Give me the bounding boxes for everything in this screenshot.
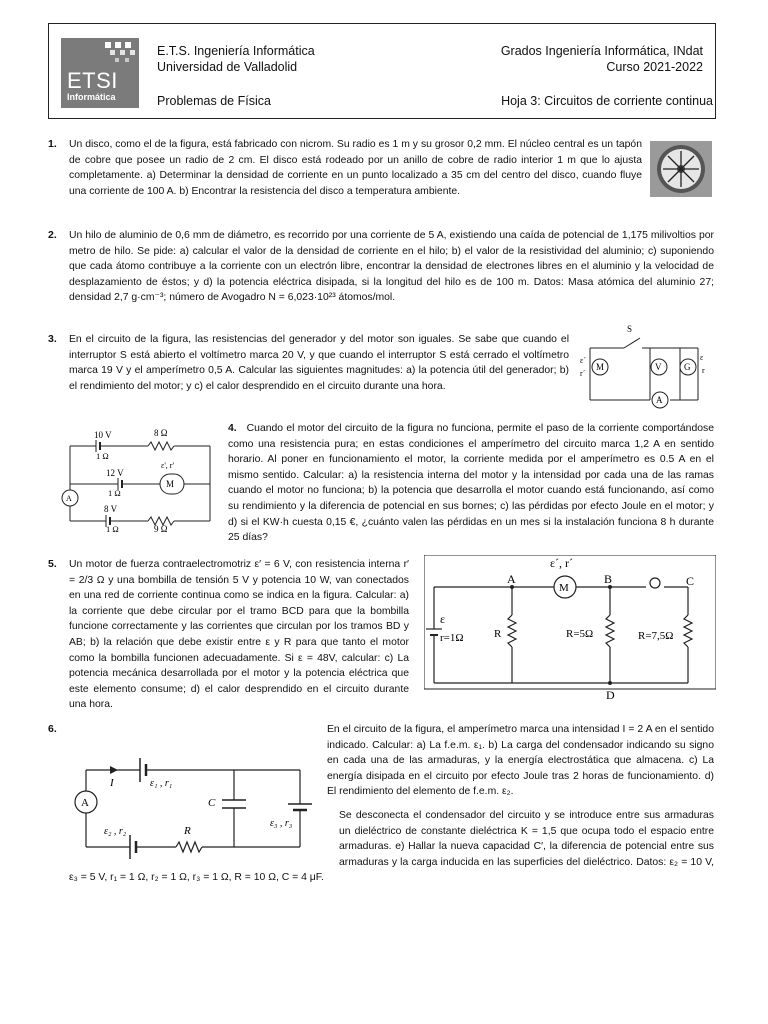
disk-figure bbox=[650, 141, 712, 197]
circuit-figure-5 bbox=[424, 555, 716, 703]
problem-number: 3. bbox=[48, 333, 57, 345]
motor-label: M bbox=[596, 362, 605, 372]
label-r: r bbox=[702, 366, 705, 375]
logo-subtext: Informática bbox=[67, 92, 116, 102]
e3-label: ε₃ , r₃ bbox=[270, 818, 293, 829]
ammeter-label: A bbox=[66, 494, 72, 503]
circuit-figure-4 bbox=[58, 424, 218, 534]
logo-text: ETSI bbox=[67, 68, 118, 93]
problem-number: 2. bbox=[48, 229, 57, 241]
problem-4-block bbox=[228, 421, 714, 546]
current-label: I bbox=[110, 777, 114, 789]
res3-label: 9 Ω bbox=[154, 524, 168, 534]
problem-text: Un disco, como el de la figura, está fabricado con nicrom. Su radio es 1 m y su grosor 0,2 mm. El núcleo central es un tapón de cobre que posee un radio de 2 cm. El disco está rodeado por un anillo de cobre de radio interior 1 m que lo ajusta completamente. a) Determinar la densidad de corriente en un punto localizado a 35 cm del centro del disco, cuando fluye una corriente de 100 A. b) Encontrar la resistencia del disco a temperatura ambiente. bbox=[69, 139, 642, 197]
node-a-label: A bbox=[507, 572, 516, 586]
problem-number: 4. bbox=[228, 423, 237, 434]
internal-r-label: r=1Ω bbox=[440, 632, 464, 644]
voltmeter-label: V bbox=[655, 362, 662, 372]
node-d-label: D bbox=[606, 688, 615, 702]
r5-label: R=5Ω bbox=[566, 628, 594, 640]
motor-label: M bbox=[559, 582, 569, 594]
circuit-figure-3 bbox=[580, 320, 710, 412]
degree-name: Grados Ingeniería Informática, INdat bbox=[500, 44, 703, 58]
problem-number: 1. bbox=[48, 138, 57, 150]
problem-number: 6. bbox=[48, 723, 57, 735]
page-header bbox=[48, 23, 716, 119]
circuit-figure-6 bbox=[66, 742, 334, 860]
label-eps: ε bbox=[700, 353, 704, 362]
res1-label: 8 Ω bbox=[154, 428, 168, 438]
resistor-label: R bbox=[184, 825, 191, 837]
problem-text: En el circuito de la figura, las resistencias del generador y del motor son iguales. Se sabe que cuando el interruptor S está abierto el voltímetro marca 20 V, y que cuando el interruptor S está cerrado el voltímetro marca 19 V y el amperímetro 0,5 A. Calcular las siguientes magnitudes: a) la potencia útil del generador; b) el rendimiento del motor; y c) el calor desprendido en el circuito durante una hora. bbox=[69, 334, 569, 392]
r75-label: R=7,5Ω bbox=[638, 630, 674, 642]
switch-label: S bbox=[627, 324, 633, 334]
motor-params: ε', r' bbox=[161, 461, 174, 470]
school-name: E.T.S. Ingeniería Informática bbox=[157, 44, 315, 58]
e2-label: ε₂ , r₂ bbox=[104, 826, 127, 837]
problem-text: Cuando el motor del circuito de la figura no funciona, permite el paso de la corriente comportándose como una resistencia pura; en estas condiciones el amperímetro del circuito marca 1,2 A en sentido horario. Al poner en funcionamiento el motor, la corriente medida por el amperímetro es 0.5 A en el mismo sentido. Calcular: a) la resistencia interna del motor y la intensidad por cada una de las ramas cuando el motor no funciona; b) la potencia que desarrolla el motor cuando está funcionando, así como su rendimiento y la diferencia de potencial en sus bornes; c) las pérdidas por efecto Joule en el motor; y d) si el KW·h cuesta 0,15 €, ¿cuánto valen las pérdidas en un mes si la instalación funciona 8 h durante 25 días? bbox=[228, 423, 714, 544]
problem-text: Se desconecta el condensador del circuito y se introduce entre sus armaduras un dieléctrico de constante dieléctrica K = 1,5 que ocupa todo el espacio entre armaduras. e) Hallar la nueva capacidad C′, la diferencia de potencial entre sus armaduras y la carga inducida en las superficies del dieléctrico. Datos: ε₂ = 10 V, ε₃ = 5 V, r₁ = 1 Ω, r₂ = 1 Ω, r₃ = 1 Ω, R = 10 Ω, C = 4 μF. bbox=[69, 810, 714, 884]
v2-label: 12 V bbox=[106, 468, 124, 478]
node-b-label: B bbox=[604, 572, 613, 586]
capacitor-label: C bbox=[208, 797, 216, 809]
etsi-logo bbox=[61, 38, 139, 108]
problem-text: Un motor de fuerza contraelectromotriz ε′ = 6 V, con resistencia interna r′ = 2/3 Ω y una bombilla de tensión 5 V y potencia 10 W, van conectados en una red de corriente continua como se indica en la figura. Calcular: a) la corriente que debe circular por el tramo BCD para que la bombilla funcione correctamente y las corrientes que circulan por los tramos BD y AB; b) la relación que debe existir entre ε y R para que tanto el motor como la bombilla funcionen adecuadamente. Si ε = 48V, calcular: c) La potencia mecánica desarrollada por el motor y la potencia eléctrica que este elemento consume; d) el calor desprendido en el circuito durante una hora. bbox=[69, 559, 409, 711]
label-r-prime: r´ bbox=[580, 369, 586, 378]
course-year: Curso 2021-2022 bbox=[606, 60, 703, 74]
e1-label: ε₁ , r₁ bbox=[150, 778, 173, 789]
generator-label: G bbox=[684, 362, 691, 372]
r2-label: 1 Ω bbox=[108, 488, 121, 498]
subject-name: Problemas de Física bbox=[157, 94, 271, 108]
v1-label: 10 V bbox=[94, 430, 112, 440]
sheet-title: Hoja 3: Circuitos de corriente continua bbox=[501, 94, 713, 108]
r1-label: 1 Ω bbox=[96, 451, 109, 461]
emf-label: ε bbox=[440, 612, 446, 626]
motor-params: ε´, r´ bbox=[550, 556, 574, 570]
problem-text: En el circuito de la figura, el amperímetro marca una intensidad I = 2 A en el sentido indicado. Calcular: a) La f.e.m. ε₁. b) La carga del condensador indicando su signo en cada una de las armaduras, y la energía electrostática que almacena. c) La energía disipada en el circuito por efecto Joule tras 2 horas de funcionamiento. d) El rendimiento del elemento de f.e.m. ε₂. bbox=[327, 724, 714, 798]
ammeter-label: A bbox=[656, 395, 663, 405]
ammeter-label: A bbox=[81, 797, 89, 809]
node-c-label: C bbox=[686, 574, 695, 588]
v3-label: 8 V bbox=[104, 504, 118, 514]
r3-label: 1 Ω bbox=[106, 524, 119, 534]
problem-number: 5. bbox=[48, 558, 57, 570]
university-name: Universidad de Valladolid bbox=[157, 60, 298, 74]
motor-label: M bbox=[166, 479, 175, 489]
r-label: R bbox=[494, 628, 502, 640]
label-eps-prime: ε´ bbox=[580, 356, 587, 365]
problem-text: Un hilo de aluminio de 0,6 mm de diámetro, es recorrido por una corriente de 5 A, existiendo una caída de potencial de 1,175 milivoltios por metro de hilo. Se pide: a) calcular el valor de la densidad de corriente en el hilo; b) el valor de la resistividad del aluminio; c) suponiendo que cada átomo contribuye a la corriente con un electrón libre, encontrar la densidad de electrones libres en el aluminio y la velocidad de desplazamiento de éstos; y d) la potencia eléctrica disipada, si la longitud del hilo es de 100 m. Datos: Masa atómica del aluminio 27; densidad 2,7 g·cm⁻³; número de Avogadro N = 6,023·10²³ átomos/mol. bbox=[69, 230, 714, 304]
